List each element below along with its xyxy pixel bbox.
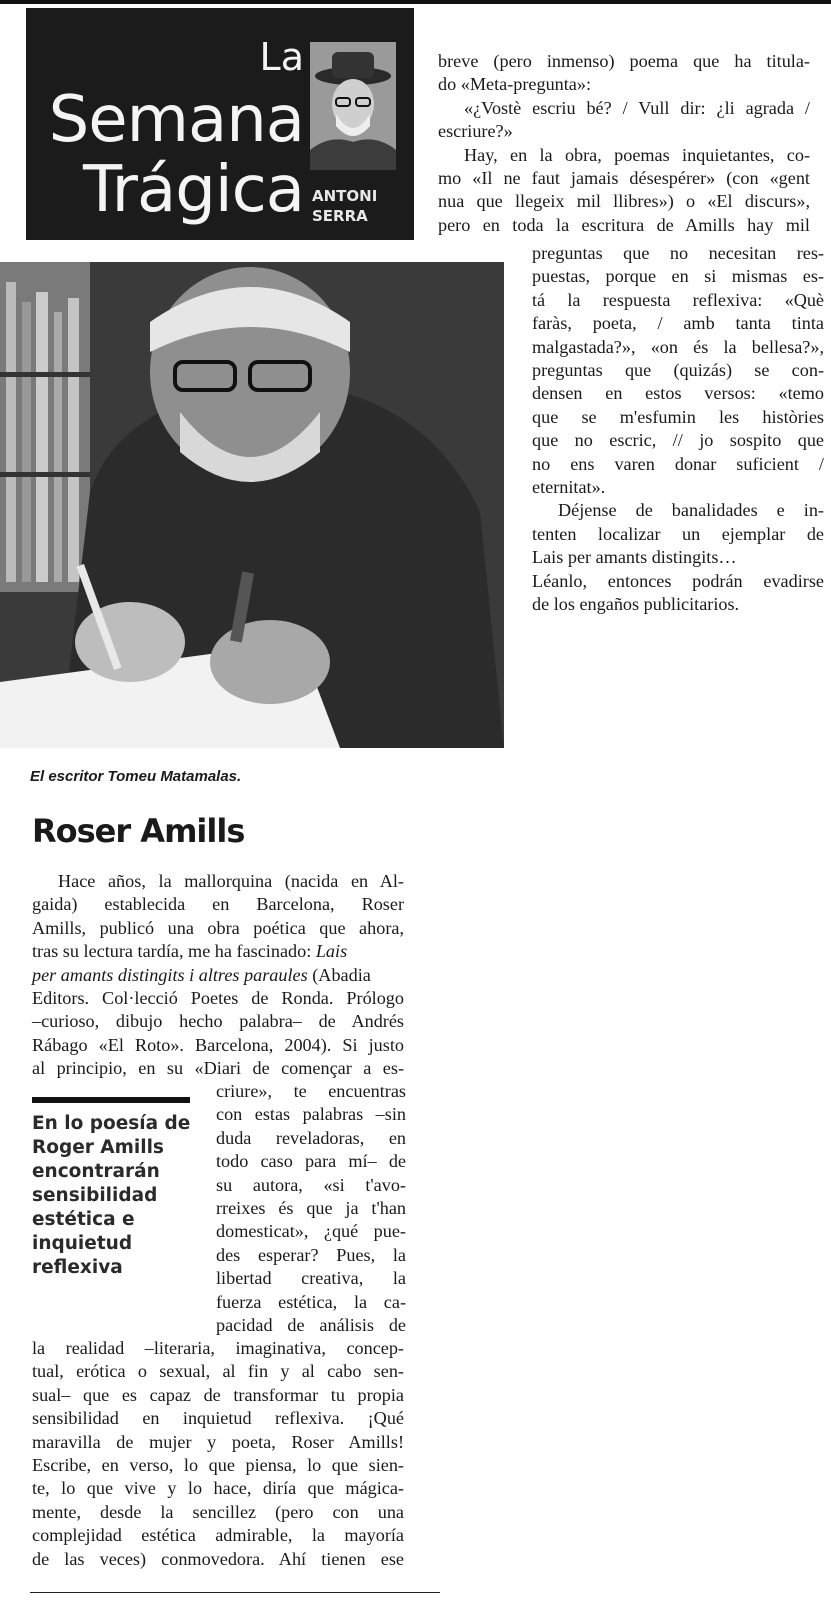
text-line: duda reveladoras, en (216, 1127, 406, 1148)
text-line: la realidad –literaria, imaginativa, concep- (32, 1338, 404, 1358)
pullquote-rule (32, 1097, 190, 1103)
text-line: Léanlo, entonces podrán evadirse (532, 570, 824, 591)
text-line: al principio, en su «Diari de començar a es- (32, 1058, 404, 1079)
text-line: preguntas que no necesitan res- (532, 243, 824, 263)
author-name (312, 186, 377, 226)
article-heading: Roser Amills (32, 812, 245, 850)
text-line: rreixes és que ja t'han (216, 1198, 406, 1219)
author-first-name: ANTONI (312, 187, 378, 205)
author-portrait-illustration (310, 42, 396, 170)
text-line: complejidad estética admirable, la mayoría (32, 1525, 404, 1546)
book-title-fragment: per amants distingits i altres paraules (32, 964, 308, 985)
text-line: pacidad de análisis de (216, 1315, 406, 1336)
author-last-name: SERRA (312, 207, 368, 225)
section-title-semana: Semana (48, 83, 304, 157)
text-line: breve (pero inmenso) poema que ha titula- (438, 51, 810, 71)
text-line: «¿Vostè escriu bé? / Vull dir: ¿li agrada / (464, 97, 810, 118)
text-line: gaida) establecida en Barcelona, Roser (32, 894, 404, 915)
pullquote-line: encontrarán (32, 1161, 160, 1182)
pullquote-line: sensibilidad (32, 1185, 158, 1206)
text-line: sensibilidad en inquietud reflexiva. ¡Qué (32, 1408, 404, 1429)
article-column-left-bottom (32, 1337, 404, 1571)
text-line: eternitat». (532, 477, 606, 498)
text-line: Escribe, en verso, lo que piensa, lo que sien- (32, 1455, 404, 1476)
text-line: pero en toda la escritura de Amills hay mil (438, 214, 810, 235)
text-line: tual, erótica o sexual, al fin y al cabo sen- (32, 1361, 404, 1382)
text-line: mo «Il ne faut jamais désespérer» (con «gent (438, 168, 810, 189)
bottom-rule (30, 1592, 440, 1593)
book-title-fragment: Lais (315, 941, 348, 962)
author-portrait (310, 42, 396, 170)
text-line: fuerza estética, la ca- (216, 1291, 406, 1312)
text-line: preguntas que (quizás) se con- (532, 360, 824, 381)
text-line: Editors. Col·lecció Poetes de Ronda. Prólogo (32, 988, 404, 1009)
text-line: malgastada?», «on és la bellesa?», (532, 336, 824, 357)
text-line: nua que llegeix mil llibres») o «El discurs», (438, 191, 810, 212)
text-line: puestas, porque en si mismas es- (532, 266, 824, 287)
pullquote-line: En lo poesía de (32, 1113, 191, 1134)
text-line: mente, desde la sencillez (pero con una (32, 1501, 404, 1522)
text-line: do «Meta-pregunta»: (438, 74, 592, 95)
text-line: que se m'esfumin les històries (532, 406, 824, 427)
section-title-la: La (259, 35, 304, 79)
writer-photo (0, 262, 504, 748)
text-line: con estas palabras –sin (216, 1104, 406, 1125)
pullquote (32, 1112, 202, 1280)
section-title-tragica: Trágica (82, 153, 304, 227)
text-line: Déjense de banalidades e in- (558, 500, 824, 521)
section-header (26, 8, 414, 240)
text-line: te, lo que vive y lo hace, diría que mágica- (32, 1478, 404, 1499)
photo-caption: El escritor Tomeu Matamalas. (30, 768, 242, 785)
article-column-right-top (438, 50, 810, 237)
text-line: Amills, publicó una obra poética que ahora, (32, 917, 404, 938)
text-line: libertad creativa, la (216, 1268, 406, 1289)
text-line: des esperar? Pues, la (216, 1244, 406, 1265)
article-column-left-middle (216, 1080, 406, 1337)
text-line: densen en estos versos: «temo (532, 383, 824, 404)
text-line: Hace años, la mallorquina (nacida en Al- (58, 871, 404, 891)
pullquote-line: inquietud (32, 1233, 133, 1254)
text-line: sual– que es capaz de transformar tu propia (32, 1384, 404, 1405)
text-line: maravilla de mujer y poeta, Roser Amills! (32, 1431, 404, 1452)
text-line: de los engaños publicitarios. (532, 594, 740, 615)
pullquote-line: reflexiva (32, 1257, 123, 1278)
article-column-right-bottom (532, 242, 824, 617)
text-line (32, 940, 404, 963)
text-line: que no escric, // jo sospito que (532, 430, 824, 451)
text-line: no ens varen donar suficient / (532, 453, 824, 474)
pullquote-line: Roger Amills (32, 1137, 164, 1158)
text-line: tá la respuesta reflexiva: «Què (532, 289, 824, 310)
text-line: tenten localizar un ejemplar de (532, 523, 824, 544)
text-line: domesticat», ¿qué pue- (216, 1221, 406, 1242)
text-line: criure», te encuentras (216, 1081, 406, 1101)
pullquote-line: estética e (32, 1209, 135, 1230)
text-fragment: tras su lectura tardía, me ha fascinado: (32, 941, 316, 962)
text-line: Hay, en la obra, poemas inquietantes, co- (464, 144, 810, 165)
text-line: faràs, poeta, / amb tanta tinta (532, 313, 824, 334)
text-line: –curioso, dibujo hecho palabra– de Andrés (32, 1011, 404, 1032)
article-column-left-top (32, 870, 404, 1081)
text-line: escriure?» (438, 121, 513, 142)
text-line: de las veces) conmovedora. Ahí tienen ese (32, 1548, 404, 1569)
text-line: su autora, «si t'avo- (216, 1174, 406, 1195)
text-line: Lais per amants distingits… (532, 547, 737, 568)
top-rule (0, 0, 831, 4)
text-fragment: (Abadia (307, 964, 371, 985)
text-line: todo caso para mí– de (216, 1151, 406, 1172)
text-line: Rábago «El Roto». Barcelona, 2004). Si justo (32, 1034, 404, 1055)
writer-photo-illustration (0, 262, 504, 748)
text-line (32, 964, 404, 987)
